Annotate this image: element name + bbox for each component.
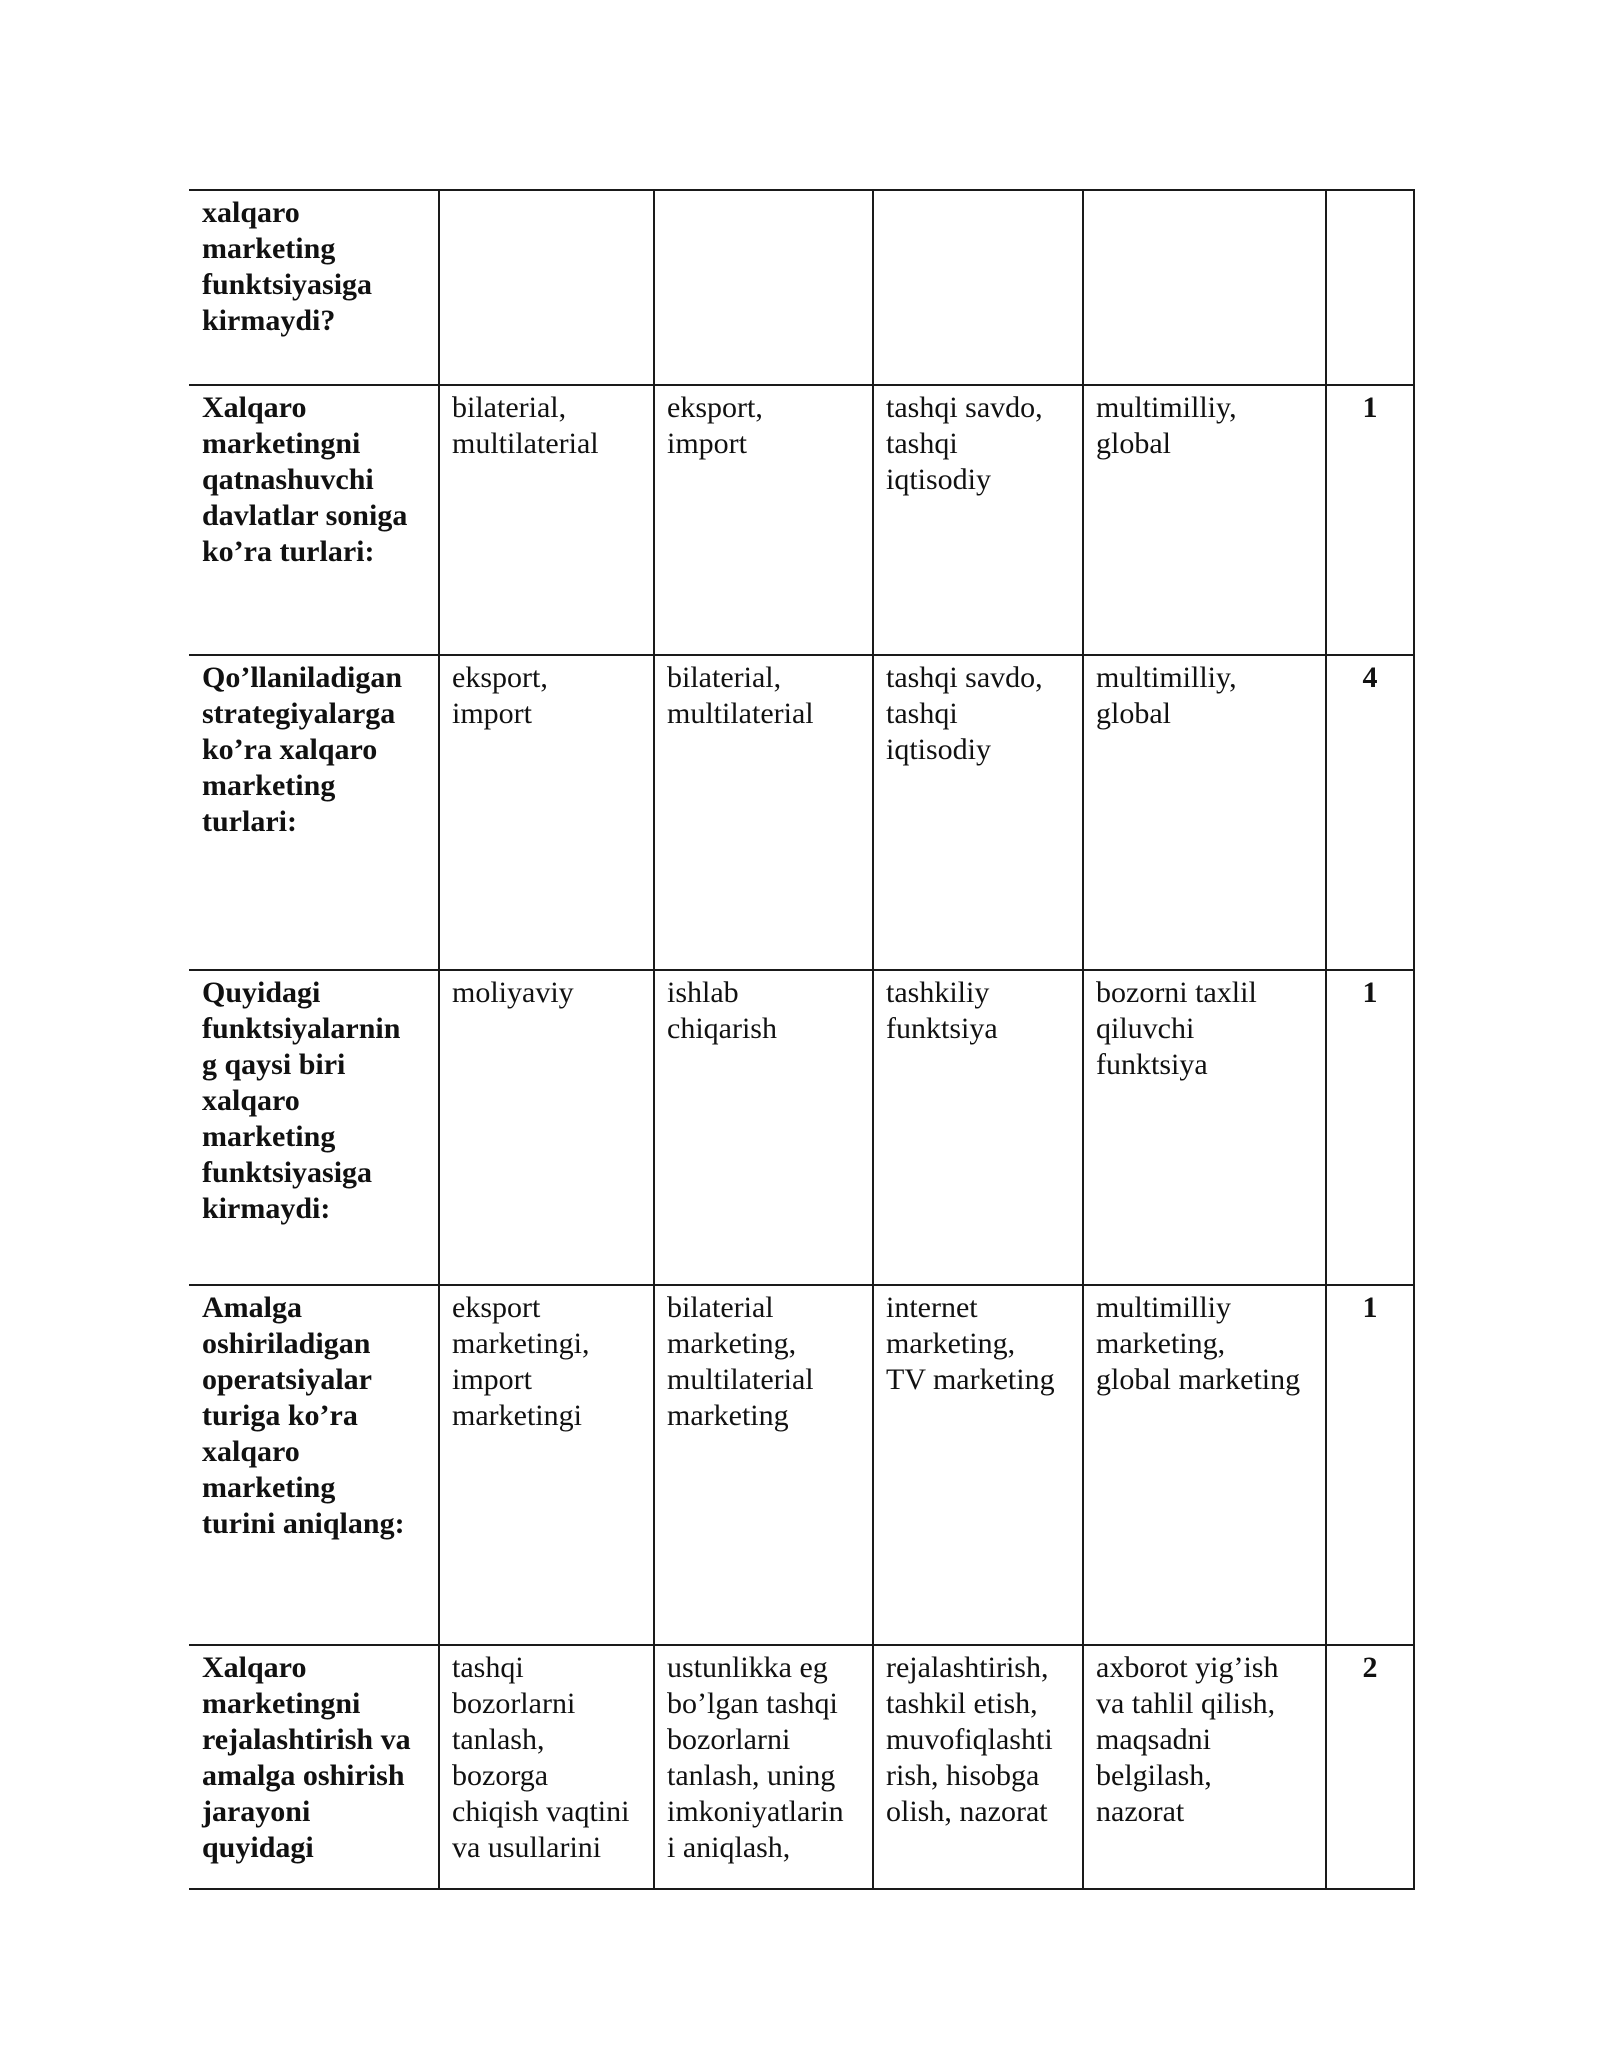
question-text: Quyidagi funktsiyalarnin g qaysi biri xalqaro marketing funktsiyasiga kirmaydi:: [202, 976, 401, 1225]
option-cell-1: [439, 1285, 654, 1645]
question-cell: [189, 1645, 439, 1889]
option-cell-3: [873, 655, 1083, 970]
answer-cell: [1326, 385, 1414, 655]
option-cell-2: [654, 385, 873, 655]
option-text: multimilliy marketing, global marketing: [1096, 1291, 1301, 1396]
option-text: ustunlikka eg bo’lgan tashqi bozorlarni tanlash, uning imkoniyatlarin i aniqlash,: [667, 1651, 844, 1864]
question-cell: [189, 190, 439, 385]
question-text: Qo’llaniladigan strategiyalarga ko’ra xalqaro marketing turlari:: [202, 661, 403, 838]
option-cell-2: [654, 1645, 873, 1889]
question-text: Amalga oshiriladigan operatsiyalar turiga ko’ra xalqaro marketing turini aniqlang:: [202, 1291, 405, 1540]
question-cell: [189, 970, 439, 1285]
option-cell-2: [654, 1285, 873, 1645]
option-cell-4: [1083, 1645, 1326, 1889]
option-cell-3: [873, 385, 1083, 655]
question-text: Xalqaro marketingni qatnashuvchi davlatlar soniga ko’ra turlari:: [202, 391, 408, 568]
answer-number: 1: [1362, 976, 1378, 1009]
option-cell-1: [439, 190, 654, 385]
option-text: bilaterial, multilaterial: [452, 391, 599, 460]
table-row: [189, 970, 1414, 1285]
option-cell-4: [1083, 190, 1326, 385]
option-text: moliyaviy: [452, 976, 574, 1009]
option-text: internet marketing, TV marketing: [886, 1291, 1055, 1396]
answer-number: 1: [1362, 391, 1378, 424]
question-cell: [189, 1285, 439, 1645]
option-cell-4: [1083, 385, 1326, 655]
option-cell-4: [1083, 970, 1326, 1285]
option-text: tashqi savdo, tashqi iqtisodiy: [886, 661, 1043, 766]
answer-cell: [1326, 1285, 1414, 1645]
option-cell-2: [654, 190, 873, 385]
answer-number: 2: [1362, 1651, 1378, 1684]
option-cell-2: [654, 970, 873, 1285]
option-text: axborot yig’ish va tahlil qilish, maqsadni belgilash, nazorat: [1096, 1651, 1279, 1828]
option-text: tashqi savdo, tashqi iqtisodiy: [886, 391, 1043, 496]
option-text: ishlab chiqarish: [667, 976, 777, 1045]
quiz-table-body: [189, 190, 1414, 1889]
quiz-table: [189, 189, 1415, 1890]
option-text: multimilliy, global: [1096, 391, 1237, 460]
question-text: Xalqaro marketingni rejalashtirish va amalga oshirish jarayoni quyidagi: [202, 1651, 411, 1864]
option-text: eksport marketingi, import marketingi: [452, 1291, 590, 1432]
table-row: [189, 190, 1414, 385]
question-cell: [189, 385, 439, 655]
answer-cell: [1326, 190, 1414, 385]
question-text: xalqaro marketing funktsiyasiga kirmaydi?: [202, 196, 373, 337]
option-cell-1: [439, 385, 654, 655]
option-cell-1: [439, 655, 654, 970]
answer-cell: [1326, 970, 1414, 1285]
question-cell: [189, 655, 439, 970]
table-row: [189, 1285, 1414, 1645]
option-text: rejalashtirish, tashkil etish, muvofiqlashti rish, hisobga olish, nazorat: [886, 1651, 1053, 1828]
option-cell-3: [873, 970, 1083, 1285]
option-text: bilaterial marketing, multilaterial marketing: [667, 1291, 814, 1432]
option-cell-4: [1083, 655, 1326, 970]
option-text: tashkiliy funktsiya: [886, 976, 998, 1045]
table-row: [189, 385, 1414, 655]
option-text: eksport, import: [667, 391, 763, 460]
option-cell-4: [1083, 1285, 1326, 1645]
option-cell-1: [439, 1645, 654, 1889]
option-text: bilaterial, multilaterial: [667, 661, 814, 730]
answer-cell: [1326, 1645, 1414, 1889]
table-row: [189, 655, 1414, 970]
option-cell-1: [439, 970, 654, 1285]
option-text: tashqi bozorlarni tanlash, bozorga chiqish vaqtini va usullarini: [452, 1651, 630, 1864]
answer-number: 4: [1362, 661, 1378, 694]
option-text: multimilliy, global: [1096, 661, 1237, 730]
option-text: eksport, import: [452, 661, 548, 730]
option-cell-3: [873, 190, 1083, 385]
table-row: [189, 1645, 1414, 1889]
answer-cell: [1326, 655, 1414, 970]
answer-number: 1: [1362, 1291, 1378, 1324]
option-cell-3: [873, 1645, 1083, 1889]
option-text: bozorni taxlil qiluvchi funktsiya: [1096, 976, 1257, 1081]
option-cell-3: [873, 1285, 1083, 1645]
option-cell-2: [654, 655, 873, 970]
